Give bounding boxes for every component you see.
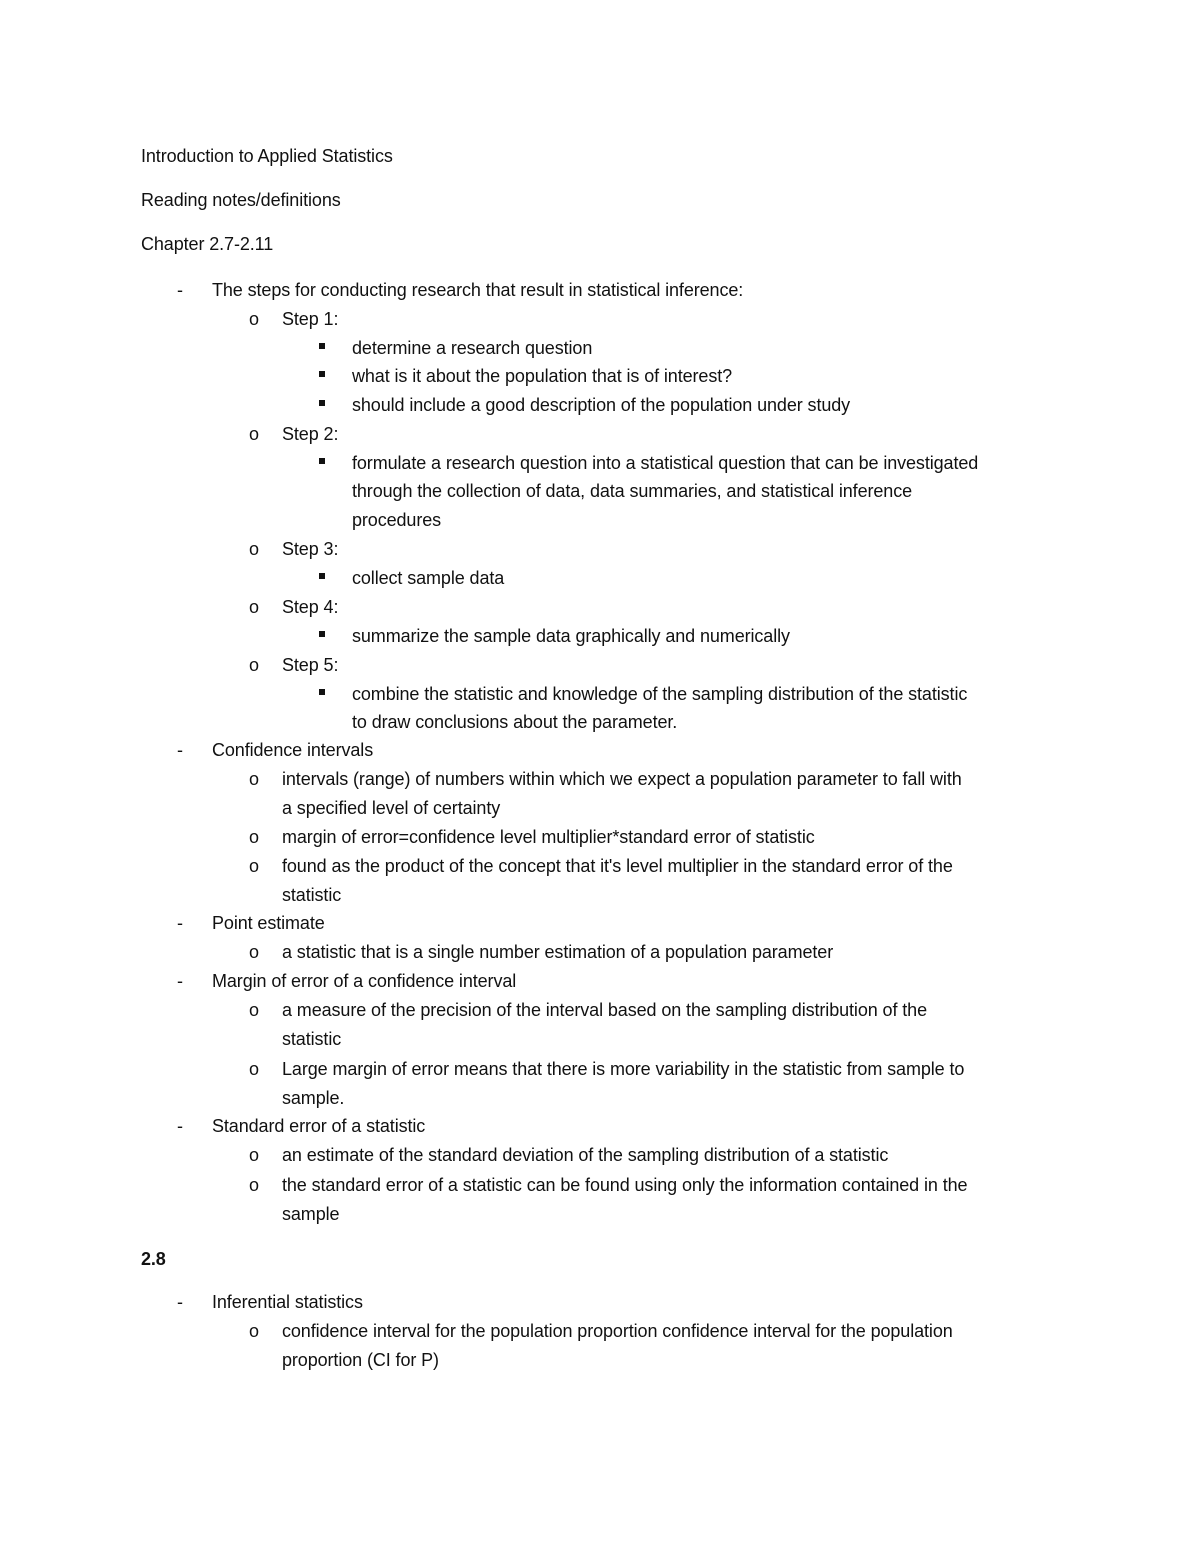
ci-item-continued: a specified level of certainty <box>282 798 501 818</box>
square-bullet-icon <box>319 573 325 579</box>
step-2-label: Step 2: <box>282 424 339 444</box>
circle-marker: o <box>248 1059 259 1079</box>
pe-item: a statistic that is a single number estimation of a population parameter <box>282 942 834 962</box>
dash-marker: - <box>177 1116 183 1136</box>
circle-marker: o <box>248 1321 259 1341</box>
ci-item: found as the product of the concept that it's level multiplier in the standard error of the <box>282 856 953 876</box>
dash-marker: - <box>177 280 183 300</box>
moe-item-continued: sample. <box>282 1088 345 1108</box>
square-bullet-icon <box>319 631 325 637</box>
circle-marker: o <box>248 309 259 329</box>
step-2-item: formulate a research question into a statistical question that can be investigated <box>352 453 979 473</box>
dash-marker: - <box>177 1292 183 1312</box>
standard-error-heading: Standard error of a statistic <box>212 1116 426 1136</box>
circle-marker: o <box>248 597 259 617</box>
document-title: Introduction to Applied Statistics <box>141 146 393 166</box>
moe-item: a measure of the precision of the interval based on the sampling distribution of the <box>282 1000 927 1020</box>
se-item: the standard error of a statistic can be found using only the information contained in the <box>282 1175 968 1195</box>
se-item-continued: sample <box>282 1204 340 1224</box>
step-5-item: combine the statistic and knowledge of the sampling distribution of the statistic <box>352 684 968 704</box>
circle-marker: o <box>248 942 259 962</box>
ci-item: margin of error=confidence level multiplier*standard error of statistic <box>282 827 815 847</box>
step-5-label: Step 5: <box>282 655 339 675</box>
se-item: an estimate of the standard deviation of the sampling distribution of a statistic <box>282 1145 889 1165</box>
inferential-item-continued: proportion (CI for P) <box>282 1350 439 1370</box>
dash-marker: - <box>177 971 183 991</box>
moe-item-continued: statistic <box>282 1029 342 1049</box>
square-bullet-icon <box>319 689 325 695</box>
step-1-item: determine a research question <box>352 338 593 358</box>
step-3-item: collect sample data <box>352 568 505 588</box>
moe-item: Large margin of error means that there is more variability in the statistic from sample to <box>282 1059 965 1079</box>
step-1-label: Step 1: <box>282 309 339 329</box>
document-subtitle: Reading notes/definitions <box>141 190 341 210</box>
circle-marker: o <box>248 1175 259 1195</box>
point-estimate-heading: Point estimate <box>212 913 325 933</box>
step-2-item-continued: procedures <box>352 510 442 530</box>
ci-item: intervals (range) of numbers within which we expect a population parameter to fall with <box>282 769 962 789</box>
ci-item-continued: statistic <box>282 885 342 905</box>
steps-heading: The steps for conducting research that result in statistical inference: <box>212 280 744 300</box>
step-4-item: summarize the sample data graphically and numerically <box>352 626 790 646</box>
step-4-label: Step 4: <box>282 597 339 617</box>
step-5-item-continued: to draw conclusions about the parameter. <box>352 712 678 732</box>
inferential-statistics-heading: Inferential statistics <box>212 1292 363 1312</box>
dash-marker: - <box>177 740 183 760</box>
circle-marker: o <box>248 424 259 444</box>
square-bullet-icon <box>319 343 325 349</box>
dash-marker: - <box>177 913 183 933</box>
circle-marker: o <box>248 655 259 675</box>
circle-marker: o <box>248 827 259 847</box>
square-bullet-icon <box>319 400 325 406</box>
step-1-item: should include a good description of the population under study <box>352 395 851 415</box>
circle-marker: o <box>248 769 259 789</box>
circle-marker: o <box>248 856 259 876</box>
margin-of-error-heading: Margin of error of a confidence interval <box>212 971 517 991</box>
square-bullet-icon <box>319 371 325 377</box>
circle-marker: o <box>248 539 259 559</box>
chapter-heading: Chapter 2.7-2.11 <box>141 234 274 254</box>
step-2-item-continued: through the collection of data, data summaries, and statistical inference <box>352 481 913 501</box>
section-heading-2-8: 2.8 <box>141 1249 166 1269</box>
step-3-label: Step 3: <box>282 539 339 559</box>
circle-marker: o <box>248 1000 259 1020</box>
step-1-item: what is it about the population that is of interest? <box>352 366 733 386</box>
circle-marker: o <box>248 1145 259 1165</box>
inferential-item: confidence interval for the population proportion confidence interval for the population <box>282 1321 953 1341</box>
square-bullet-icon <box>319 458 325 464</box>
confidence-intervals-heading: Confidence intervals <box>212 740 374 760</box>
